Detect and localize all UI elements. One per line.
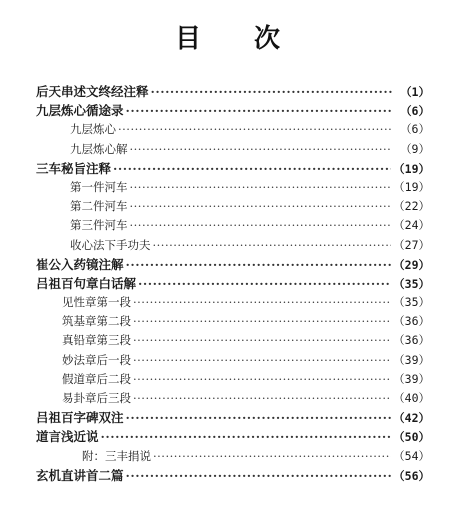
leader-dots xyxy=(130,178,392,197)
toc-entry xyxy=(36,466,430,485)
toc-entry xyxy=(36,255,430,274)
toc-entry-page: （56） xyxy=(393,468,430,483)
toc-subentry xyxy=(36,370,430,389)
toc-entry-page: （35） xyxy=(393,276,430,291)
toc-entry-page: （6） xyxy=(400,122,430,137)
toc-entry-label: 吕祖百句章白话解 xyxy=(36,275,137,291)
page-title: 目 次 xyxy=(174,24,303,54)
toc-entry-page: （1） xyxy=(400,85,430,99)
toc-entry-label: 妙法章后一段 xyxy=(62,352,131,367)
toc-entry xyxy=(36,408,430,427)
toc-entry-label: 第三件河车 xyxy=(70,218,128,233)
leader-dots xyxy=(153,236,392,255)
toc-entry xyxy=(36,82,430,101)
leader-dots xyxy=(133,312,391,331)
leader-dots xyxy=(133,389,391,408)
leader-dots xyxy=(133,351,391,370)
toc-entry-page: （50） xyxy=(393,430,430,445)
leader-dots xyxy=(126,408,392,427)
leader-dots xyxy=(126,101,392,120)
toc-entry-label: 收心法下手功夫 xyxy=(70,237,151,252)
toc-subentry xyxy=(36,312,430,331)
toc-entry-page: （19） xyxy=(393,179,430,194)
toc-subentry xyxy=(36,351,430,370)
toc-entry-label: 九层炼心循途录 xyxy=(36,103,124,119)
leader-dots xyxy=(151,82,392,101)
toc-entry-label: 九层炼心 xyxy=(70,122,116,137)
leader-dots xyxy=(138,274,391,293)
toc-entry-label: 真铅章第三段 xyxy=(62,333,131,348)
toc-entry-label: 假道章后二段 xyxy=(62,371,131,386)
leader-dots xyxy=(133,331,391,350)
toc-entry-page: （40） xyxy=(393,391,430,405)
toc-entry-label: 玄机直讲首二篇 xyxy=(36,467,124,483)
toc-entry-page: （24） xyxy=(393,218,430,233)
toc-subentry xyxy=(36,331,430,350)
leader-dots xyxy=(130,140,393,159)
toc-entry-page: （27） xyxy=(393,237,430,252)
toc-entry-page: （9） xyxy=(400,141,430,156)
toc-subentry xyxy=(36,178,430,197)
toc-entry-page: （36） xyxy=(393,333,430,348)
toc-entry-label: 第一件河车 xyxy=(70,179,128,194)
toc-subentry xyxy=(36,120,430,139)
toc-entry-label: 吕祖百字碑双注 xyxy=(36,410,124,426)
toc-entry xyxy=(36,274,430,293)
toc-entry-label: 九层炼心解 xyxy=(70,141,128,156)
toc-subentry xyxy=(36,216,430,235)
toc-subentry xyxy=(36,236,430,255)
leader-dots xyxy=(153,447,391,466)
toc-entry xyxy=(36,101,430,120)
table-of-contents xyxy=(36,82,430,485)
toc-entry-label: 崔公入药镜注解 xyxy=(36,256,124,272)
toc-entry-page: （22） xyxy=(393,199,430,214)
toc-entry-label: 附：三丰捐说 xyxy=(82,448,151,463)
toc-entry-label: 见性章第一段 xyxy=(62,295,131,310)
toc-entry-page: （19） xyxy=(393,161,430,176)
leader-dots xyxy=(130,216,392,235)
toc-subentry xyxy=(36,293,430,312)
leader-dots xyxy=(130,197,392,216)
toc-entry-page: （29） xyxy=(393,257,430,272)
toc-entry-page: （42） xyxy=(393,411,430,426)
toc-entry xyxy=(36,159,430,178)
leader-dots xyxy=(118,120,392,139)
toc-entry-label: 第二件河车 xyxy=(70,199,128,214)
toc-entry-label: 易卦章后三段 xyxy=(62,391,131,405)
leader-dots xyxy=(126,255,392,274)
toc-entry-label: 三车秘旨注释 xyxy=(36,160,112,176)
leader-dots xyxy=(133,293,391,312)
leader-dots xyxy=(133,370,391,389)
toc-entry-page: （6） xyxy=(400,104,430,119)
toc-subentry xyxy=(36,140,430,159)
toc-entry-label: 筑基章第二段 xyxy=(62,314,131,329)
leader-dots xyxy=(126,466,392,485)
toc-entry-page: （39） xyxy=(393,352,430,367)
toc-entry-page: （54） xyxy=(393,448,430,463)
toc-subentry xyxy=(36,447,430,466)
toc-entry-label: 道言浅近说 xyxy=(36,429,99,445)
leader-dots xyxy=(101,427,392,446)
toc-entry-page: （36） xyxy=(393,314,430,329)
toc-entry xyxy=(36,427,430,446)
toc-entry-page: （35） xyxy=(393,295,430,310)
toc-entry-label: 后天串述文终经注释 xyxy=(36,84,149,99)
toc-subentry xyxy=(36,389,430,408)
leader-dots xyxy=(113,159,391,178)
toc-subentry xyxy=(36,197,430,216)
toc-entry-page: （39） xyxy=(393,371,430,386)
